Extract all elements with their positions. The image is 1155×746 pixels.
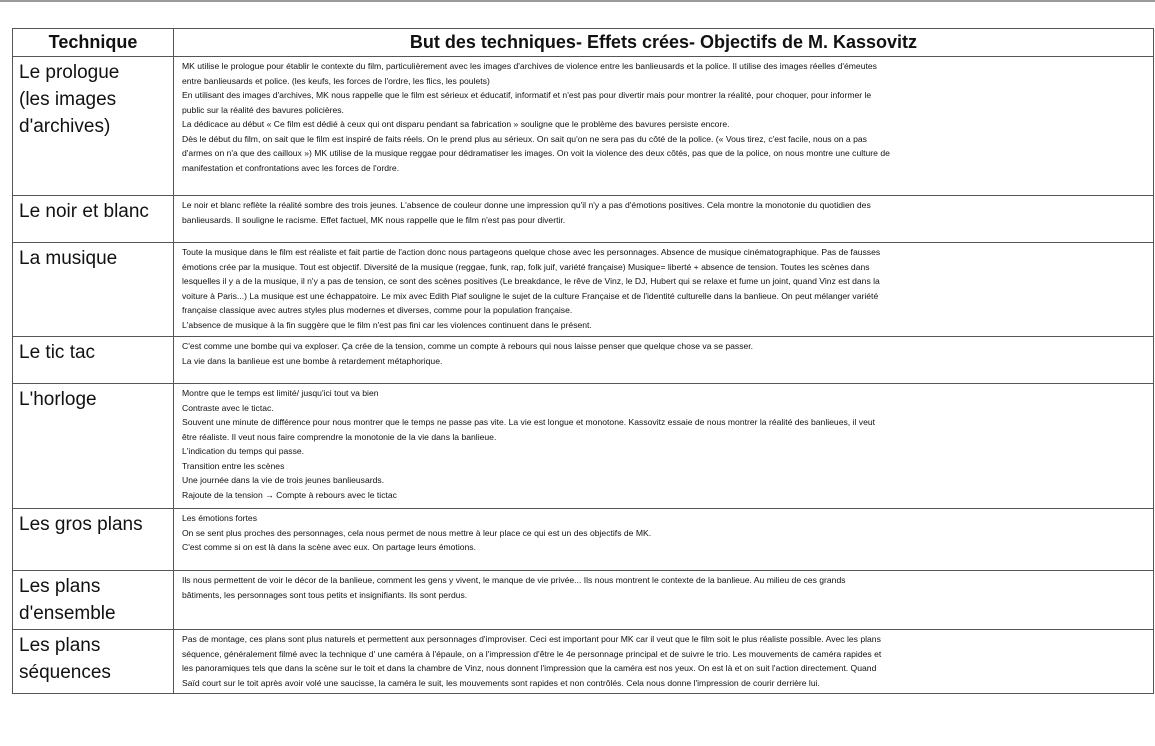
description-cell: [174, 337, 1154, 384]
description-line: Contraste avec le tictac.: [182, 402, 274, 413]
technique-label: La musique: [19, 248, 118, 269]
technique-label: Le prologue (les images d'archives): [19, 62, 120, 137]
table-row: [13, 571, 1154, 630]
header-purpose: But des techniques- Effets crées- Objectifs de M. Kassovitz: [174, 29, 1154, 57]
description-line: La vie dans la banlieue est une bombe à retardement métaphorique.: [182, 355, 443, 366]
description-line: public sur la réalité des bavures policières.: [182, 104, 344, 115]
techniques-table: [12, 28, 1154, 694]
description-line: La dédicace au début « Ce film est dédié à ceux qui ont disparu pendant sa fabrication » souligne que le problème des bavures persiste encore.: [182, 119, 730, 129]
table-row: [13, 384, 1154, 509]
description-line: Dès le début du film, on sait que le film est inspiré de faits réels. On le prend plus au sérieux. On sait qu'on ne sera pas du côté de la police. (« Vous tirez, c'est facile, nous on a pas: [182, 133, 867, 144]
technique-label: Les plans séquences: [19, 635, 111, 683]
description-line: L'indication du temps qui passe.: [182, 446, 305, 456]
description-line: Toute la musique dans le film est réaliste et fait partie de l'action donc nous partageons quelque chose avec les personnages. Absence de musique cinématographique. Pas de fausses: [182, 247, 881, 257]
technique-cell: [13, 384, 174, 509]
description-line: L'absence de musique à la fin suggère que le film n'est pas fini car les violences continuent dans le présent.: [182, 319, 592, 330]
description-line: Les émotions fortes: [182, 513, 257, 523]
table-row: [13, 196, 1154, 243]
header-row: [13, 29, 1154, 57]
description-line: lesquelles il y a de la musique, il n'y a pas de tension, ce sont des scènes positives (Le breakdance, le rêve de Vinz, le DJ, Hubert qui se relaxe et fume un joint, quand Vinz est dans la: [182, 276, 880, 286]
description-cell: [174, 384, 1154, 509]
page-top-border: [0, 0, 1155, 2]
description-cell: [174, 571, 1154, 630]
technique-cell: [13, 196, 174, 243]
table-row: [13, 630, 1154, 694]
description-line: entre banlieusards et police. (les keufs, les forces de l'ordre, les flics, les poulets): [182, 75, 490, 86]
description-line: bâtiments, les personnages sont tous petits et insignifiants. Ils sont perdus.: [182, 589, 468, 600]
table-row: [13, 337, 1154, 384]
description-line: Ils nous permettent de voir le décor de la banlieue, comment les gens y vivent, le manque de vie privée... Ils nous montrent le contexte de la banlieue. Au milieu de ces grands: [182, 575, 846, 585]
technique-cell: [13, 571, 174, 630]
description-line: manifestation et confrontations avec les forces de l'ordre.: [182, 162, 400, 173]
table-row: [13, 57, 1154, 196]
description-cell: [174, 630, 1154, 694]
technique-label: Le tic tac: [19, 342, 96, 363]
technique-cell: [13, 337, 174, 384]
technique-cell: [13, 243, 174, 337]
description-line: C'est comme une bombe qui va exploser. Ça crée de la tension, comme un compte à rebours qui nous laisse penser que quelque chose va se passer.: [182, 341, 754, 351]
description-line: En utilisant des images d'archives, MK nous rappelle que le film est sérieux et éducatif, informatif et n'est pas pour divertir mais pour montrer la réalité, pour choquer, pour informer le: [182, 90, 872, 100]
description-line: Rajoute de la tension → Compte à rebours avec le tictac: [182, 489, 397, 500]
description-line: les panoramiques tels que dans la scène sur le toit et dans la chambre de Vinz, nous donnent l'impression que la caméra est nos yeux. On est là et on suit l'action directement. Quand: [182, 663, 877, 673]
description-line: séquence, généralement filmé avec la technique d' une caméra à l'épaule, on a l'impression d'être le 4e personnage principal et de suivre le trio. Les mouvements de caméra rapides et: [182, 648, 882, 659]
description-cell: [174, 57, 1154, 196]
description-cell: [174, 196, 1154, 243]
description-line: On se sent plus proches des personnages, cela nous permet de nous mettre à leur place ce qui est un des objectifs de MK.: [182, 527, 652, 538]
description-cell: [174, 243, 1154, 337]
description-line: Montre que le temps est limité/ jusqu'ici tout va bien: [182, 388, 379, 398]
header-technique: Technique: [13, 29, 174, 57]
description-line: Saïd court sur le toit après avoir volé une saucisse, la caméra le suit, les mouvements sont rapides et non contrôlés. Cela nous donne l'impression de courir derrière lui.: [182, 677, 820, 688]
technique-cell: [13, 630, 174, 694]
description-line: d'armes on n'a que des cailloux ») MK utilise de la musique reggae pour dédramatiser les images. On voit la violence des deux côtés, pas que de la police, on nous montre une culture de: [182, 148, 890, 158]
technique-label: L'horloge: [19, 389, 97, 410]
description-line: Souvent une minute de différence pour nous montrer que le temps ne passe pas vite. La vie est longue et monotone. Kassovitz essaie de nous montrer la réalité des banlieues, il veut: [182, 417, 876, 427]
technique-label: Les gros plans: [19, 514, 143, 535]
description-line: banlieusards. Il souligne le racisme. Effet factuel, MK nous rappelle que le film n'est pas pour divertir.: [182, 214, 566, 225]
description-line: Une journée dans la vie de trois jeunes banlieusards.: [182, 475, 385, 485]
technique-label: Le noir et blanc: [19, 201, 149, 222]
description-line: voiture à Paris...) La musique est une échappatoire. Le mix avec Edith Piaf souligne le sujet de la culture Française et de l'identité culturelle dans la banlieue. On peut mélanger variété: [182, 290, 879, 301]
technique-cell: [13, 57, 174, 196]
description-line: Pas de montage, ces plans sont plus naturels et permettent aux personnages d'improviser. Ceci est important pour MK car il veut que le film soit le plus réaliste possible. Avec les plans: [182, 634, 881, 644]
description-line: C'est comme si on est là dans la scène avec eux. On partage leurs émotions.: [182, 542, 476, 552]
table-row: [13, 509, 1154, 571]
description-line: Transition entre les scènes: [182, 460, 285, 471]
description-line: française classique avec autres styles plus modernes et diverses, comme pour la population française.: [182, 305, 573, 315]
table-row: [13, 243, 1154, 337]
description-line: MK utilise le prologue pour établir le contexte du film, particulièrement avec les images d'archives de violence entre les banlieusards et la police. Il utilise des images réelles d'émeutes: [182, 61, 877, 71]
description-cell: [174, 509, 1154, 571]
technique-label: Les plans d'ensemble: [19, 576, 116, 624]
description-line: être réaliste. Il veut nous faire comprendre la monotonie de la vie dans la banlieue.: [182, 431, 497, 442]
description-line: Le noir et blanc reflète la réalité sombre des trois jeunes. L'absence de couleur donne une impression qu'il n'y a pas d'émotions positives. Cela montre la monotonie du quotidien des: [182, 200, 871, 210]
description-line: émotions crée par la musique. Tout est objectif. Diversité de la musique (reggae, funk, rap, folk juif, variété française) Musique= liberté + absence de tension. Toutes les scènes dans: [182, 261, 870, 272]
technique-cell: [13, 509, 174, 571]
